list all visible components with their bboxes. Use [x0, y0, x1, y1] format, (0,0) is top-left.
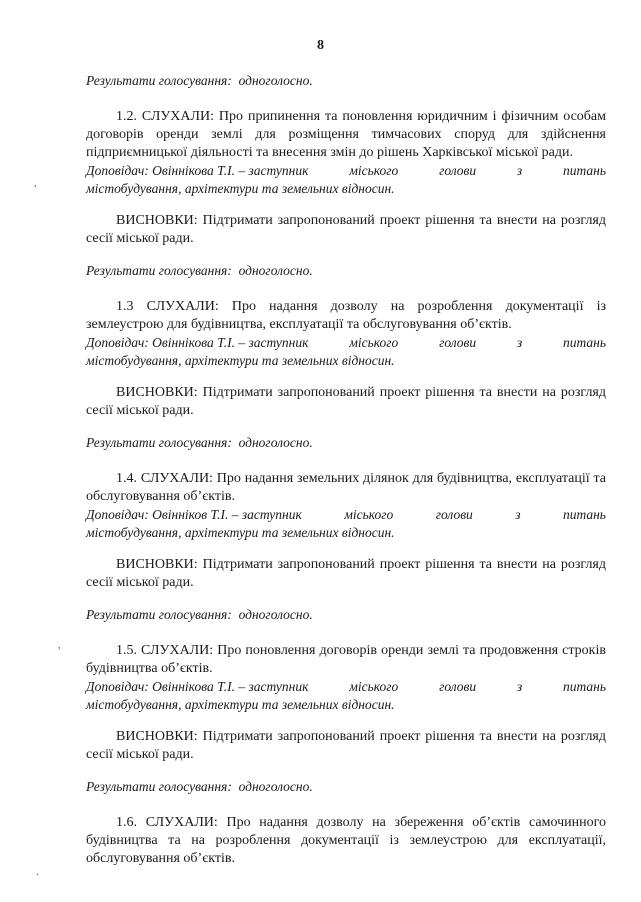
- page-content: [86, 72, 606, 868]
- reporter-line-2: містобудування, архітектури та земельних відносин.: [86, 181, 395, 196]
- reporter-item-1-3: [86, 334, 606, 370]
- reporter-word: з: [516, 163, 523, 178]
- heard-item-1-5: 1.5. СЛУХАЛИ: Про поновлення договорів оренди землі та продовження строків будівництва об’єктів.: [86, 643, 606, 676]
- scan-speck: ,: [34, 178, 37, 189]
- page-number: 8: [317, 38, 324, 53]
- voting-label: Результати голосування:: [86, 779, 232, 794]
- reporter-word: міського: [344, 507, 394, 522]
- voting-value: одноголосно.: [238, 607, 313, 622]
- voting-value: одноголосно.: [238, 435, 313, 450]
- reporter-word: голови: [439, 335, 477, 350]
- reporter-word: голови: [435, 507, 473, 522]
- voting-result: [86, 262, 606, 280]
- reporter-item-1-2: [86, 162, 606, 198]
- voting-value: одноголосно.: [238, 779, 313, 794]
- voting-label: Результати голосування:: [86, 73, 232, 88]
- voting-result: [86, 606, 606, 624]
- voting-value: одноголосно.: [238, 73, 313, 88]
- reporter-word: питань: [562, 335, 606, 350]
- reporter-line-2: містобудування, архітектури та земельних відносин.: [86, 353, 395, 368]
- reporter-name: Доповідач: Овінніков Т.І. – заступник: [86, 507, 302, 522]
- heard-item-1-2: 1.2. СЛУХАЛИ: Про припинення та поновлення юридичним і фізичним особам договорів оренди землі для розміщення тимчасових споруд для здійснення підприємницької діяльності та внесення змін до рішень Харківської міської ради.: [86, 109, 606, 160]
- reporter-item-1-4: [86, 506, 606, 542]
- reporter-line-2: містобудування, архітектури та земельних відносин.: [86, 697, 395, 712]
- reporter-word: питань: [562, 507, 606, 522]
- voting-result: [86, 778, 606, 796]
- heard-item-1-6: 1.6. СЛУХАЛИ: Про надання дозволу на збереження об’єктів самочинного будівництва та на розроблення документації із землеустрою для експлуатації, обслуговування об’єктів.: [86, 815, 606, 866]
- reporter-word: з: [516, 679, 523, 694]
- voting-result: [86, 72, 606, 90]
- reporter-word: з: [516, 335, 523, 350]
- reporter-name: Доповідач: Овіннікова Т.І. – заступник: [86, 679, 309, 694]
- voting-label: Результати голосування:: [86, 435, 232, 450]
- voting-result: [86, 434, 606, 452]
- reporter-word: з: [515, 507, 521, 522]
- conclusion-item-1-4: ВИСНОВКИ: Підтримати запропонований проект рішення та внести на розгляд сесії міської ради.: [86, 557, 606, 590]
- scan-speck: ,: [58, 640, 61, 651]
- reporter-word: міського: [349, 679, 399, 694]
- reporter-name: Доповідач: Овіннікова Т.І. – заступник: [86, 163, 309, 178]
- reporter-word: міського: [349, 163, 399, 178]
- conclusion-item-1-2: ВИСНОВКИ: Підтримати запропонований проект рішення та внести на розгляд сесії міської ради.: [86, 213, 606, 246]
- reporter-word: голови: [439, 163, 477, 178]
- conclusion-item-1-3: ВИСНОВКИ: Підтримати запропонований проект рішення та внести на розгляд сесії міської ради.: [86, 385, 606, 418]
- conclusion-item-1-5: ВИСНОВКИ: Підтримати запропонований проект рішення та внести на розгляд сесії міської ради.: [86, 729, 606, 762]
- reporter-word: питань: [562, 679, 606, 694]
- heard-item-1-4: 1.4. СЛУХАЛИ: Про надання земельних ділянок для будівництва, експлуатації та обслуговування об’єктів.: [86, 471, 606, 504]
- reporter-item-1-5: [86, 678, 606, 714]
- voting-label: Результати голосування:: [86, 607, 232, 622]
- reporter-word: питань: [562, 163, 606, 178]
- scan-speck: ·: [36, 870, 40, 881]
- reporter-word: міського: [349, 335, 399, 350]
- voting-value: одноголосно.: [238, 263, 313, 278]
- reporter-word: голови: [439, 679, 477, 694]
- reporter-line-2: містобудування, архітектури та земельних відносин.: [86, 525, 395, 540]
- heard-item-1-3: 1.3 СЛУХАЛИ: Про надання дозволу на розроблення документації із землеустрою для будівництва, експлуатації та обслуговування об’єктів.: [86, 299, 606, 332]
- reporter-name: Доповідач: Овіннікова Т.І. – заступник: [86, 335, 309, 350]
- voting-label: Результати голосування:: [86, 263, 232, 278]
